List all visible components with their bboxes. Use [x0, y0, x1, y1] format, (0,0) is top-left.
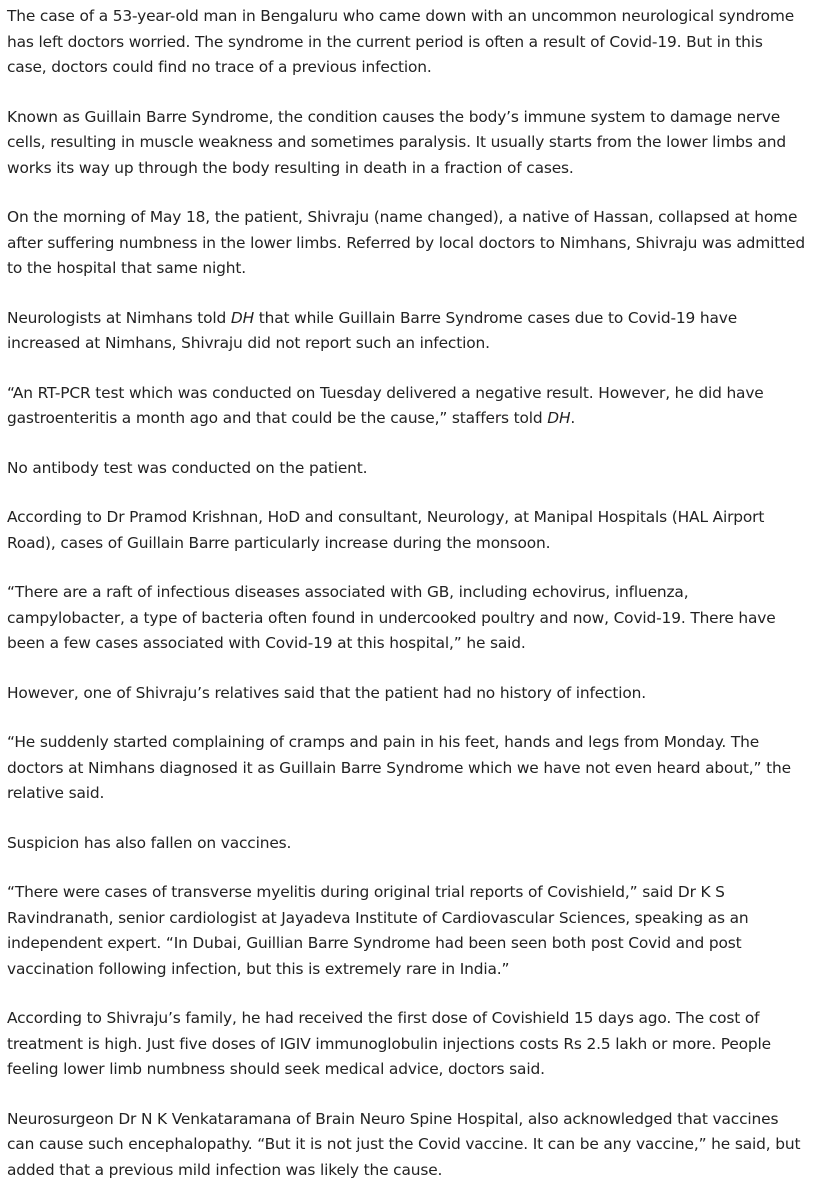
paragraph-2: Known as Guillain Barre Syndrome, the condition causes the body’s immune system to damage nerve cells, resulting in muscle weakness and sometimes paralysis. It usually starts from the lower limbs and works its way up through the body resulting in death in a fraction of cases.	[7, 107, 787, 177]
paragraph-11: Suspicion has also fallen on vaccines.	[7, 833, 292, 852]
paragraph-12: “There were cases of transverse myelitis during original trial reports of Covishield,” said Dr K S Ravindranath, senior cardiologist at Jayadeva Institute of Cardiovascular Sciences, speaking as an independent expert. “In Dubai, Guillian Barre Syndrome had been seen both post Covid and post vaccination following infection, but this is extremely rare in India.”	[7, 883, 749, 978]
paragraph-4-text-before: Neurologists at Nimhans told	[7, 308, 231, 327]
publication-name: DH	[230, 308, 254, 327]
paragraph-7: According to Dr Pramod Krishnan, HoD and consultant, Neurology, at Manipal Hospitals (HAL Airport Road), cases of Guillain Barre particularly increase during the monsoon.	[7, 508, 765, 552]
paragraph-9: However, one of Shivraju’s relatives said that the patient had no history of infection.	[7, 683, 646, 702]
paragraph-3: On the morning of May 18, the patient, Shivraju (name changed), a native of Hassan, collapsed at home after suffering numbness in the lower limbs. Referred by local doctors to Nimhans, Shivraju was admitted to the hospital that same night.	[7, 208, 805, 277]
paragraph-14: Neurosurgeon Dr N K Venkataramana of Brain Neuro Spine Hospital, also acknowledged that vaccines can cause such encephalopathy. “But it is not just the Covid vaccine. It can be any vaccine,” he said, but added that a previous mild infection was likely the cause.	[7, 1109, 801, 1179]
paragraph-8: “There are a raft of infectious diseases associated with GB, including echovirus, influenza, campylobacter, a type of bacteria often found in undercooked poultry and now, Covid-19. There have been a few cases associated with Covid-19 at this hospital,” he said.	[7, 583, 776, 652]
paragraph-5-text-before: “An RT-PCR test which was conducted on Tuesday delivered a negative result. However, he did have gastroenteritis a month ago and that could be the cause,” staffers told	[7, 383, 764, 427]
publication-name: DH	[547, 409, 571, 427]
paragraph-13: According to Shivraju’s family, he had received the first dose of Covishield 15 days ago. The cost of treatment is high. Just five doses of IGIV immunoglobulin injections costs Rs 2.5 lakh or more. People feeling lower limb numbness should seek medical advice, doctors said.	[7, 1009, 771, 1078]
paragraph-10: “He suddenly started complaining of cramps and pain in his feet, hands and legs from Monday. The doctors at Nimhans diagnosed it as Guillain Barre Syndrome which we have not even heard about,” the relative said.	[7, 733, 791, 802]
paragraph-1: The case of a 53-year-old man in Bengaluru who came down with an uncommon neurological syndrome has left doctors worried. The syndrome in the current period is often a result of Covid-19. But in this case, doctors could find no trace of a previous infection.	[7, 7, 795, 76]
paragraph-4	[7, 306, 806, 357]
paragraph-5	[7, 381, 806, 432]
paragraph-6: No antibody test was conducted on the patient.	[7, 458, 368, 477]
paragraph-5-text-after: .	[570, 409, 576, 427]
paragraph-4-text-after: that while Guillain Barre Syndrome cases due to Covid-19 have increased at Nimhans, Shivraju did not report such an infection.	[7, 308, 738, 352]
